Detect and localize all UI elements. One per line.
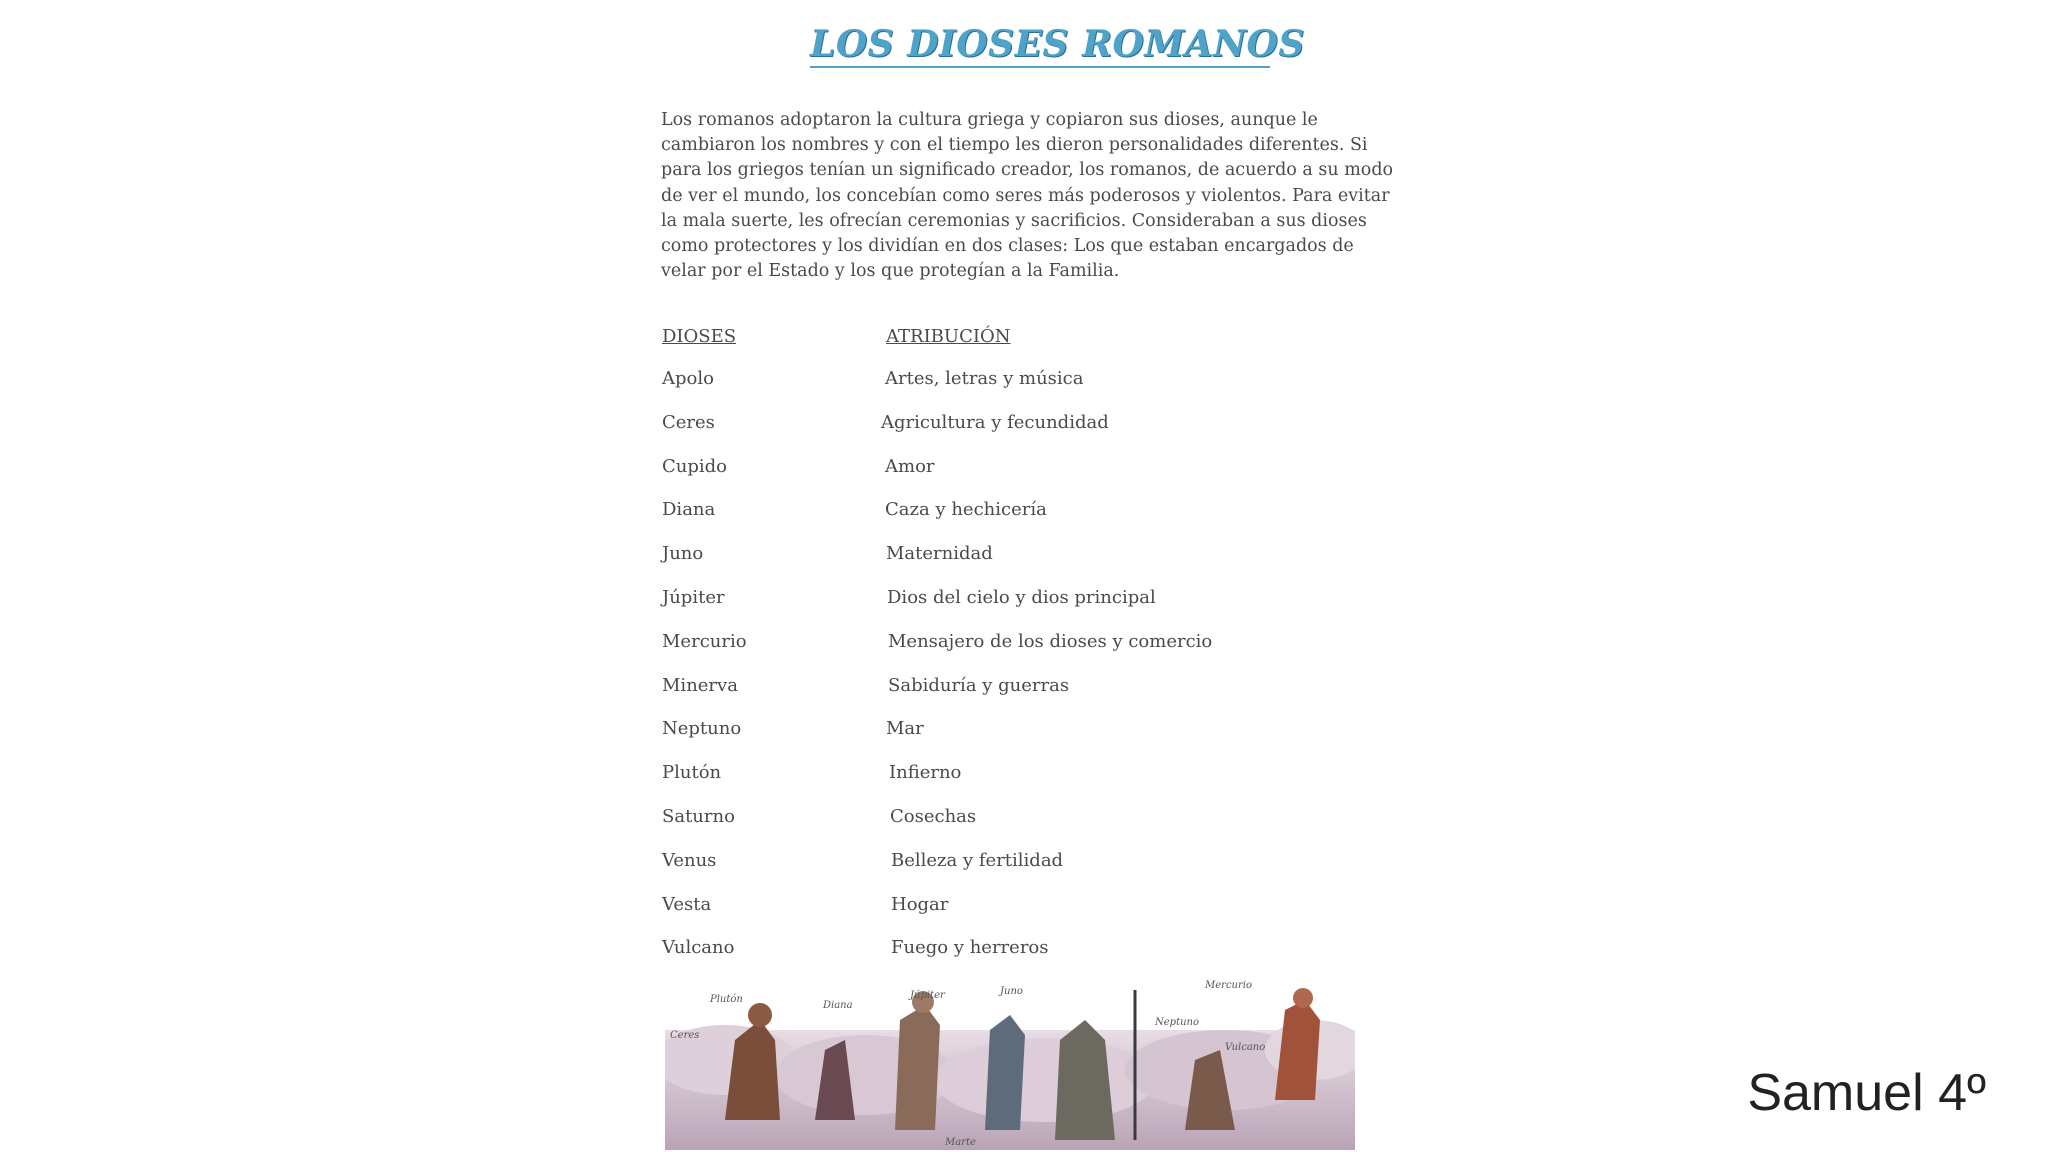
table-row — [661, 675, 1261, 719]
god-attribution: Mensajero de los dioses y comercio — [888, 630, 1213, 652]
figure-head — [1293, 988, 1313, 1008]
table-row — [661, 937, 1261, 981]
table-row — [661, 412, 1261, 456]
illustration-label: Neptuno — [1155, 1017, 1199, 1028]
god-name: Cupido — [662, 455, 728, 477]
god-name: Plutón — [662, 762, 722, 784]
god-attribution: Caza y hechicería — [885, 499, 1047, 521]
god-attribution: Agricultura y fecundidad — [881, 411, 1109, 433]
column-header-gods: DIOSES — [662, 326, 737, 347]
god-name: Apolo — [662, 368, 714, 389]
column-header-attribution: ATRIBUCIÓN — [886, 326, 1011, 347]
god-name: Minerva — [662, 674, 738, 696]
god-attribution: Hogar — [891, 893, 949, 915]
god-name: Saturno — [662, 805, 735, 827]
illustration-label: Marte — [945, 1137, 976, 1148]
illustration-label: Mercurio — [1205, 980, 1252, 991]
table-row — [661, 368, 1261, 412]
gods-table — [661, 368, 1261, 981]
god-name: Venus — [662, 849, 717, 871]
illustration-label: Júpiter — [910, 990, 945, 1001]
table-row — [661, 499, 1261, 543]
table-row — [661, 806, 1261, 850]
god-name: Diana — [662, 499, 716, 521]
god-attribution: Cosechas — [890, 805, 977, 827]
god-attribution: Infierno — [889, 762, 962, 784]
god-name: Vulcano — [662, 937, 735, 959]
illustration-label: Juno — [1000, 986, 1023, 997]
god-attribution: Fuego y herreros — [891, 937, 1049, 959]
table-row — [661, 850, 1261, 894]
cloud — [935, 1038, 1155, 1122]
god-attribution: Belleza y fertilidad — [891, 849, 1064, 871]
god-name: Neptuno — [662, 718, 742, 740]
god-attribution: Artes, letras y música — [885, 368, 1084, 389]
god-attribution: Maternidad — [886, 543, 993, 565]
god-attribution: Amor — [885, 455, 935, 477]
figure-mercury — [1275, 1000, 1320, 1100]
figure-head — [748, 1003, 772, 1027]
illustration-label: Diana — [823, 1000, 853, 1011]
figure-juno — [985, 1015, 1025, 1130]
table-row — [661, 631, 1261, 675]
god-name: Júpiter — [662, 586, 725, 608]
table-row — [661, 587, 1261, 631]
figure-jupiter — [895, 1005, 940, 1130]
illustration-label: Ceres — [670, 1030, 700, 1041]
god-name: Vesta — [662, 893, 712, 915]
table-row — [661, 894, 1261, 938]
scanned-document — [640, 0, 1440, 1152]
intro-paragraph: Los romanos adoptaron la cultura griega y copiaron sus dioses, aunque le cambiaron los nombres y con el tiempo les dieron personalidades diferentes. Si para los griegos tenían un significado creador, los romanos, de acuerdo a su modo de ver el mundo, los concebían como seres más poderosos y violentos. Para evitar la mala suerte, les ofrecían ceremonias y sacrificios. Consideraban a sus dioses como protectores y los dividían en dos clases: Los que estaban encargados de velar por el Estado y los que protegían a la Familia. — [661, 110, 1394, 282]
table-row — [661, 762, 1261, 806]
illustration-label: Vulcano — [1225, 1042, 1266, 1053]
god-attribution: Mar — [886, 718, 924, 740]
god-attribution: Dios del cielo y dios principal — [887, 586, 1156, 608]
author-label: Samuel 4º — [1747, 1064, 1986, 1122]
god-name: Ceres — [662, 411, 715, 433]
table-row — [661, 543, 1261, 587]
table-row — [661, 718, 1261, 762]
roman-gods-illustration — [665, 980, 1355, 1150]
table-row — [661, 456, 1261, 500]
god-name: Juno — [662, 543, 704, 565]
document-title: LOS DIOSES ROMANOS — [810, 22, 1270, 68]
illustration-label: Plutón — [710, 994, 743, 1005]
god-name: Mercurio — [662, 630, 747, 652]
god-attribution: Sabiduría y guerras — [888, 674, 1070, 696]
